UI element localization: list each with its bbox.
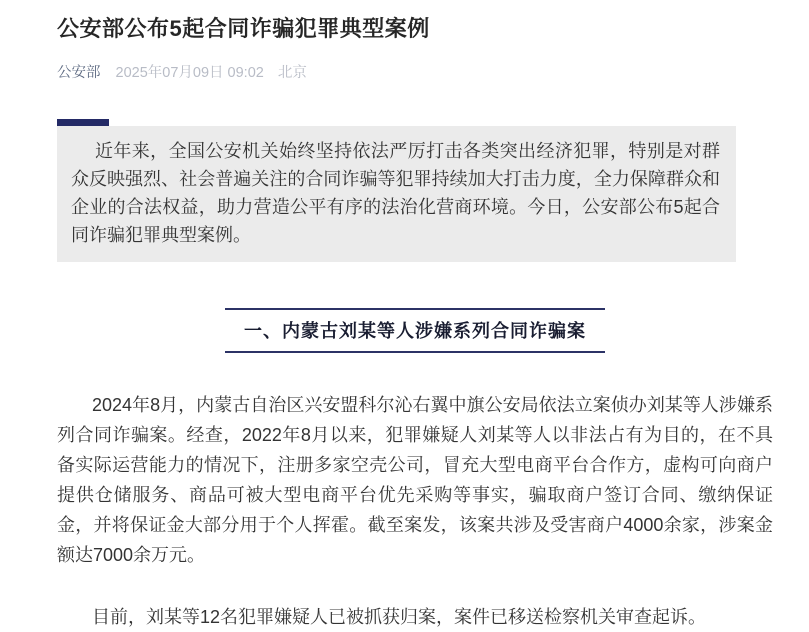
section-heading-text: 一、内蒙古刘某等人涉嫌系列合同诈骗案 bbox=[244, 321, 586, 341]
body-paragraph-1: 2024年8月，内蒙古自治区兴安盟科尔沁右翼中旗公安局依法立案侦办刘某等人涉嫌系列合同诈骗案。经查，2022年8月以来，犯罪嫌疑人刘某等人以非法占有为目的，在不具备实际运营能力的情况下，注册多家空壳公司，冒充大型电商平台合作方，虚构可向商户提供仓储服务、商品可被大型电商平台优先采购等事实，骗取商户签订合同、缴纳保证金，并将保证金大部分用于个人挥霍。截至案发，该案共涉及受害商户4000余家，涉案金额达7000余万元。 bbox=[57, 395, 773, 565]
meta-location: 北京 bbox=[277, 65, 307, 81]
intro-highlight-block bbox=[57, 119, 736, 262]
intro-paragraph: 近年来，全国公安机关始终坚持依法严厉打击各类突出经济犯罪，特别是对群众反映强烈、社会普遍关注的合同诈骗等犯罪持续加大打击力度，全力保障群众和企业的合法权益，助力营造公平有序的法治化营商环境。今日，公安部公布5起合同诈骗犯罪典型案例。 bbox=[71, 141, 720, 245]
body-paragraph-2: 目前，刘某等12名犯罪嫌疑人已被抓获归案，案件已移送检察机关审查起诉。 bbox=[92, 607, 707, 627]
section-heading bbox=[225, 308, 605, 353]
article-title: 公安部公布5起合同诈骗犯罪典型案例 bbox=[57, 16, 430, 41]
meta-source[interactable]: 公安部 bbox=[57, 65, 101, 81]
intro-box bbox=[57, 126, 736, 262]
accent-bar bbox=[57, 119, 109, 126]
meta-datetime: 2025年07月09日 09:02 bbox=[115, 65, 264, 81]
article-meta bbox=[57, 61, 773, 82]
